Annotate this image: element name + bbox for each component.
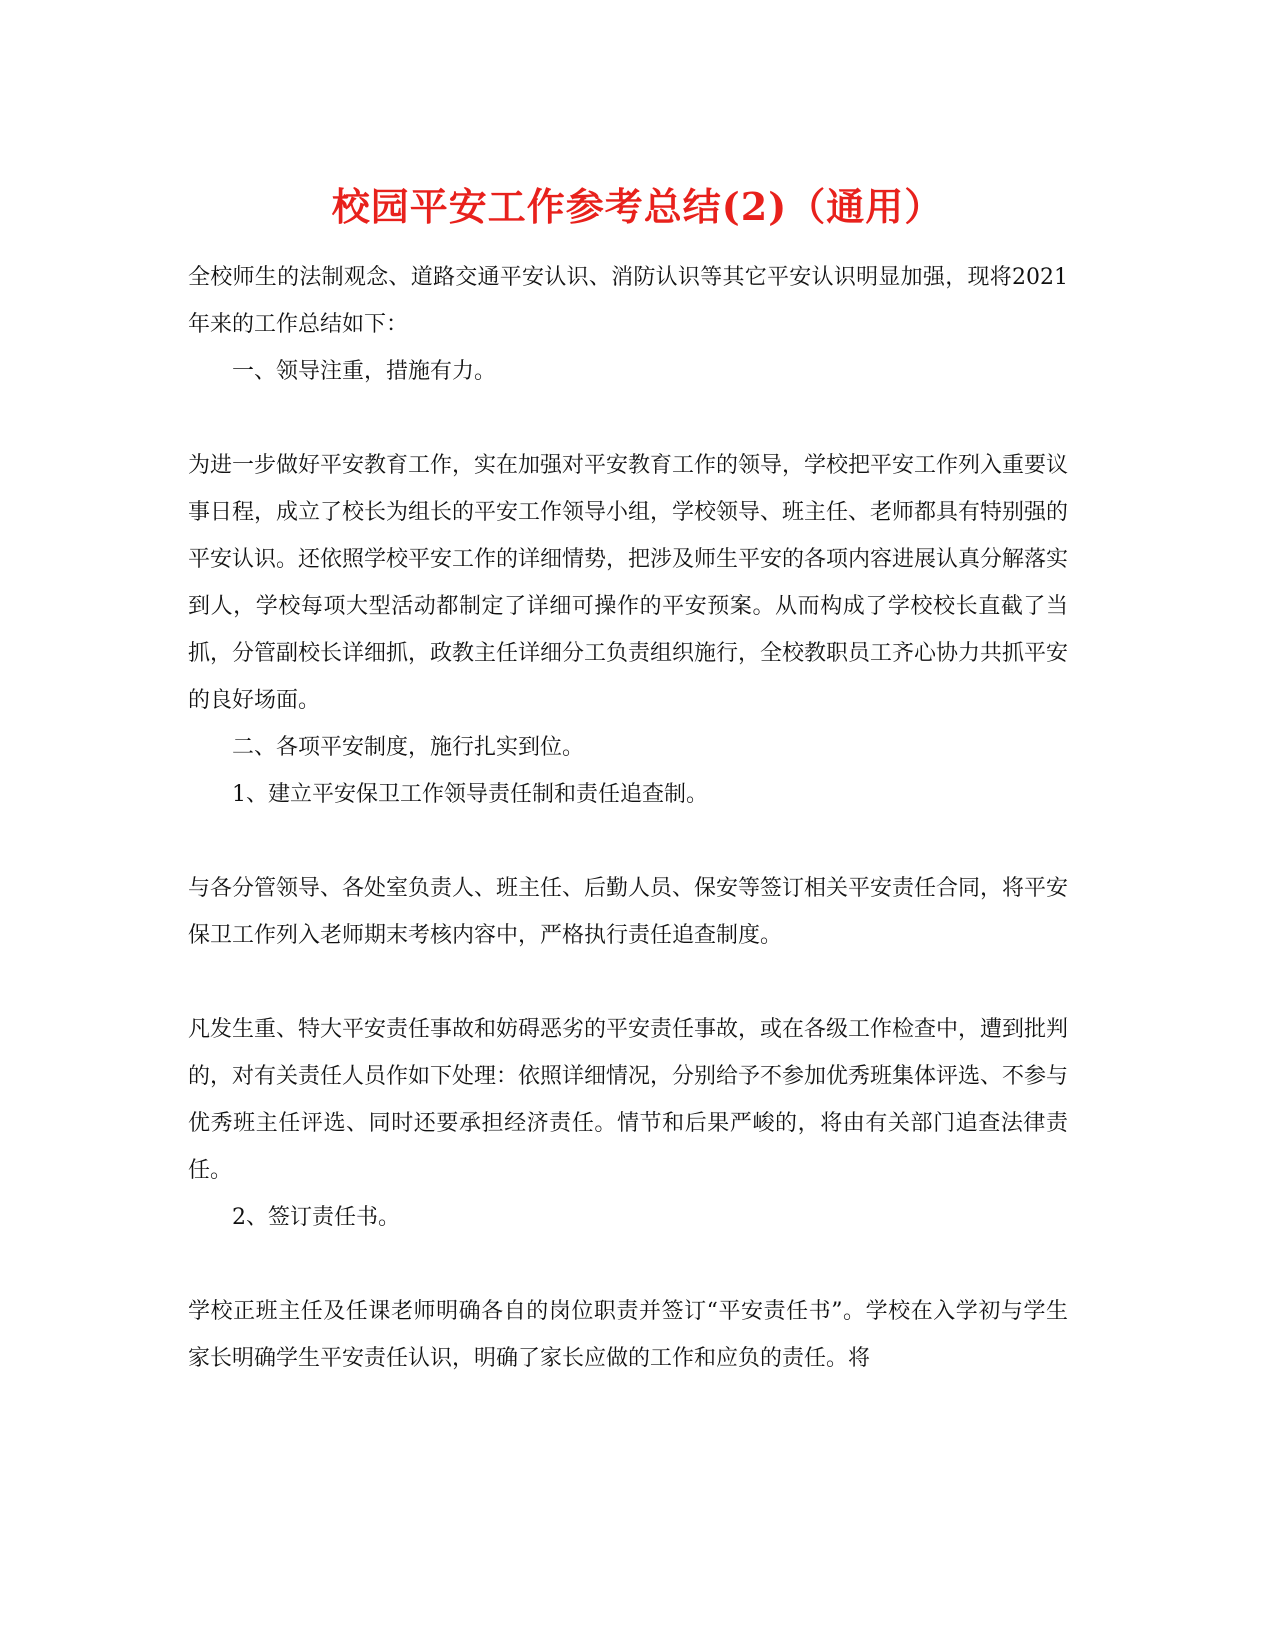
document-body bbox=[188, 254, 1068, 1382]
paragraph-leadership: 为进一步做好平安教育工作，实在加强对平安教育工作的领导，学校把平安工作列入重要议事日程，成立了校长为组长的平安工作领导小组，学校领导、班主任、老师都具有特别强的平安认识。还依照学校平安工作的详细情势，把涉及师生平安的各项内容进展认真分解落实到人，学校每项大型活动都制定了详细可操作的平安预案。从而构成了学校校长直截了当抓，分管副校长详细抓，政教主任详细分工负责组织施行，全校教职员工齐心协力共抓平安的良好场面。 bbox=[188, 453, 1069, 713]
paragraph-intro: 全校师生的法制观念、道路交通平安认识、消防认识等其它平安认识明显加强，现将2021年来的工作总结如下： bbox=[188, 265, 1068, 337]
paragraph-responsibility: 学校正班主任及任课老师明确各自的岗位职责并签订“平安责任书”。学校在入学初与学生家长明确学生平安责任认识，明确了家长应做的工作和应负的责任。将 bbox=[188, 1299, 1068, 1371]
subsection-heading-1: 1、建立平安保卫工作领导责任制和责任追查制。 bbox=[232, 782, 708, 807]
document-title: 校园平安工作参考总结(2)（通用） bbox=[331, 184, 944, 230]
subsection-heading-2: 2、签订责任书。 bbox=[232, 1205, 400, 1230]
section-heading-1: 一、领导注重，措施有力。 bbox=[232, 359, 497, 384]
paragraph-accidents: 凡发生重、特大平安责任事故和妨碍恶劣的平安责任事故，或在各级工作检查中，遭到批判的，对有关责任人员作如下处理：依照详细情况，分别给予不参加优秀班集体评选、不参与优秀班主任评选、同时还要承担经济责任。情节和后果严峻的，将由有关部门追查法律责任。 bbox=[188, 1017, 1069, 1183]
paragraph-contracts: 与各分管领导、各处室负责人、班主任、后勤人员、保安等签订相关平安责任合同，将平安保卫工作列入老师期末考核内容中，严格执行责任追查制度。 bbox=[188, 876, 1069, 948]
section-heading-2: 二、各项平安制度，施行扎实到位。 bbox=[232, 735, 585, 760]
